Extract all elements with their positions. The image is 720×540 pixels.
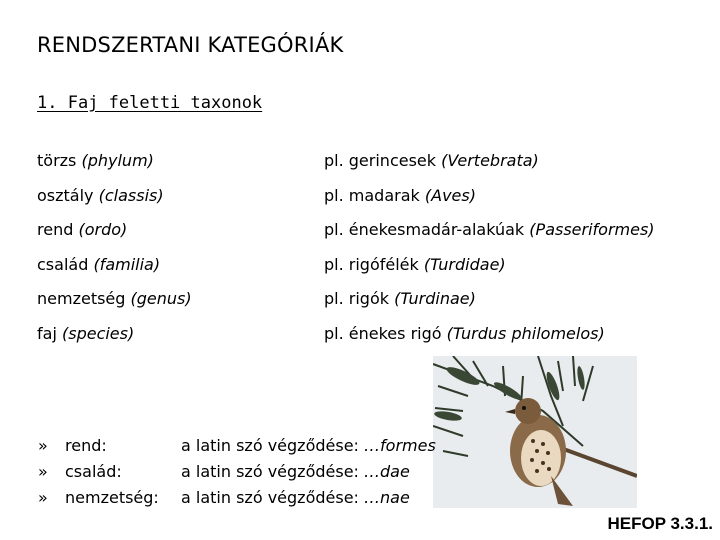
taxon-row xyxy=(37,324,697,359)
taxon-row xyxy=(37,186,697,221)
taxon-example: pl. rigófélék (Turdidae) xyxy=(324,254,506,274)
suffix-label: rend: xyxy=(65,436,107,455)
suffix-item xyxy=(38,433,458,459)
suffix-item xyxy=(38,459,458,485)
taxon-example: pl. énekes rigó (Turdus philomelos) xyxy=(324,323,605,343)
taxon-row xyxy=(37,255,697,290)
taxon-name: törzs (phylum) xyxy=(37,151,154,170)
taxon-example: pl. gerincesek (Vertebrata) xyxy=(324,151,539,170)
bullet-icon: » xyxy=(38,436,48,455)
taxon-example: pl. énekesmadár-alakúak (Passeriformes) xyxy=(324,220,655,239)
song-thrush-photo xyxy=(433,356,637,508)
suffix-item xyxy=(38,485,458,511)
taxon-name: család (familia) xyxy=(37,254,161,274)
suffix-label: család: xyxy=(65,462,122,481)
taxon-row xyxy=(37,220,697,255)
taxon-example: pl. rigók (Turdinae) xyxy=(324,289,476,308)
taxon-row xyxy=(37,151,697,186)
taxa-list xyxy=(37,151,697,358)
suffix-label: nemzetség: xyxy=(65,488,159,507)
taxon-name: nemzetség (genus) xyxy=(37,289,192,308)
taxon-example: pl. madarak (Aves) xyxy=(324,185,476,205)
taxon-name: osztály (classis) xyxy=(37,185,164,205)
taxon-name: faj (species) xyxy=(37,323,135,343)
song-thrush-image xyxy=(433,356,637,508)
suffix-desc: a latin szó végződése: …formes xyxy=(181,436,436,455)
bullet-icon: » xyxy=(38,488,48,507)
suffix-desc: a latin szó végződése: …dae xyxy=(181,462,410,481)
footer-label: HEFOP 3.3.1. xyxy=(607,514,713,533)
taxon-row xyxy=(37,289,697,324)
suffix-list xyxy=(38,433,458,511)
section-subtitle: 1. Faj feletti taxonok xyxy=(37,93,263,113)
taxon-name: rend (ordo) xyxy=(37,220,128,239)
slide-title: RENDSZERTANI KATEGÓRIÁK xyxy=(37,33,344,57)
suffix-desc: a latin szó végződése: …nae xyxy=(181,488,410,507)
bullet-icon: » xyxy=(38,462,48,481)
